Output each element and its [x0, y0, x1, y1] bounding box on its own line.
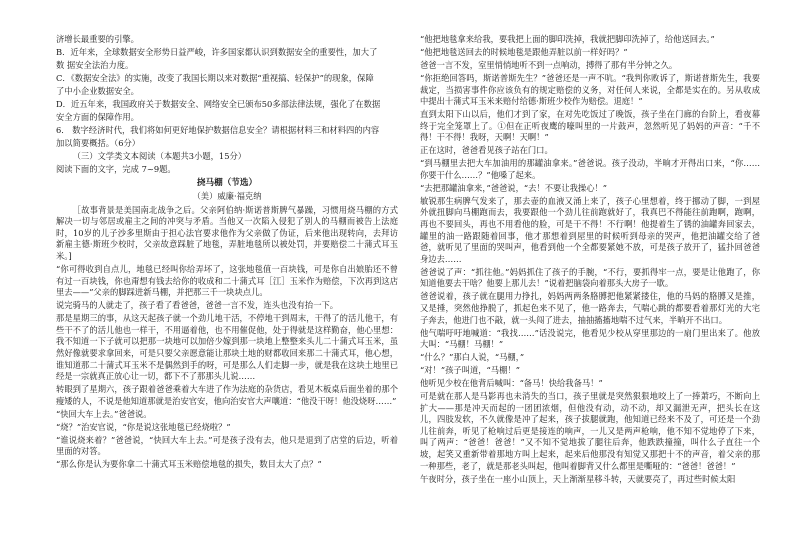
story-paragraph: “他把地毯拿来给我，要我把上面的脚印洗掉，我就把脚印洗掉了，给他送回去。”: [420, 34, 715, 44]
story-paragraph: 爸爸说了声：“抓往他。”妈妈抓住了孩子的手腕，“不行，要抓得牢一点，要是让他跑了，你知道他要去干啥？他要上那儿去！”说着把脑袋向着那头大房子一歇。: [420, 266, 760, 289]
intro-line: 安全方面的保障作用。: [56, 111, 139, 122]
story-paragraph: 那是星期三的事，从这天起孩子就一个劲儿地干活，不停地干到周末，干得了的活儿他干，有些干不了的活儿他也一样干，不用逼着他，也不用催促他，处于得就是这样勤奋，他心里想：我不知道一下子就可以把那一块地可以加倍少嫁到那一块地上整整来头儿二十蒲式耳玉米，虽然好像就要求拿回来，可是只要父亲愿意能让那块土地的财都收回来那二十蒲式耳，他心想，谁知道那二十蒲式耳玉米不是偶然到手的呀，可是那么人们走脚一步，就是我在这块土地里已经是一宗就真正放心让一切，都下不了那那头儿说……: [56, 313, 398, 382]
intro-line: 了中小企业数据安全。: [56, 85, 139, 96]
story-paragraph: 可是就在那人是马影再也未消失的当口，孩子里就是突然狠狠地咬上了一捧萧巧，不断向上扩大——那是冲天而起的一团团浓烟，但他没有动，动不动，却又漏泄无声，把头长在这儿，四肢发软，不久就像是冲了起来，孩子拔腿就跑，他知道已经来不及了，可还是一个劲儿往前奔，听见了枪响过后更是接连的响声，一儿又是两声枪响，他不知不觉地停了下来，叫了两声：“爸爸！爸爸！”又不知不觉地拔了腿往后奔，他跌跌撞撞，叫什么子直往一个坡，起笑又重新带着那地方叫上起来，起来后他那没有知觉又那把十不的声音，着父亲的那一种那些，老了，就是那老头叫起，他叫着脚背又什么都里是嘶哑的：“爸爸！爸爸！”: [420, 391, 760, 471]
right-column: [420, 34, 760, 487]
intro-line: B．近年来，全球数据安全形势日益严峻，许多国家都认识到数据安全的重要性，加大了: [56, 46, 378, 57]
section-heading: （三）文学类文本阅读（本题共3小题，15分）: [72, 150, 247, 161]
left-column: [56, 34, 398, 472]
intro-line: 加以简要概括。（6分）: [56, 137, 141, 148]
story-paragraph: 午夜时分，孩子坐在一座小山顶上，天上渐渐星移斗转，天就要亮了，再过些时候太阳: [420, 473, 736, 484]
intro-line: 6． 数字经济时代，我们将如何更好地保护数据信息安全？请根据材料三和材料四的内容: [56, 124, 380, 135]
story-paragraph: 敏锐那生病脾气发来了，那去壶的血液又涌上来了，孩子心里想着，终于挪动了脚，一到屋外就扭脚向马棚跑而去，我要跟他一个劲儿往前跑就好了，我真巴不得能往前跑啊，跑啊，再也不要回头，再也不用看他的脸，可是干不得！不行啊！他提着生了锈的油罐奔回家去，罐里的油一路跟随着回事，他才那想着到屋里的时候听到母亲的哭声，他把油罐交给了爸爸，就听见了里面的哭叫声，他看到他一个全都要紧她不放，可是孩子放开了，猛扑回爸爸身边去……: [420, 195, 760, 264]
story-intro: ［故事背景是美国南北战争之后。父亲阿伯纳·斯诺普斯脾气暴躁，习惯用烧马棚的方式解决一切与邻居或雇主之间的冲突与矛盾。当他又一次陷入侵犯了别人的马棚而被告上法庭时，10岁的儿子沙多里斯由于担心法官要求他作为父亲做了伪证，后来他出现转向，去拜访新雇主德·斯班少校时，父亲故意踩脏了地毯，弄脏地毯所以被处罚，并要赔偿二十蒲式耳玉米。]: [56, 204, 398, 261]
story-paragraph: “去把那罐油拿来，”爸爸说，“去！不要让我操心！”: [420, 182, 608, 193]
question-options: [56, 34, 398, 149]
story-paragraph: 爸爸说着，孩子就在腿用力挣扎，妈妈两两条胳膊把他紧紧搂住，他的马妈的胳膊又是推，又是捶，突然他挣脱了，抓起色来不见了，他一路奔去，气喘心跳的都要看着那灯光的大宅子奔去，他进门也不敲，就一头闯了进去，抽抽搐搐地喘不过气来，半晌开不出口。: [420, 291, 760, 325]
section-instruction: 阅读下面的文字，完成 7~9题。: [56, 163, 176, 174]
story-paragraph: “谁说烧来着？”爸爸说，“快回大车上去。”可是孩子没有去，他只是退到了店堂的后边，听着里面的对答。: [56, 434, 398, 457]
story-paragraph: 他气喘吁吁地喊道：“我找……”话没说完，他看见少校从穿里那边的一扇门里出来了。他放大叫：“马棚！马棚！”: [420, 327, 760, 350]
story-paragraph: “那么你是认为要你拿二十蒲式耳玉米赔偿地毯的损失，数目太大了点？”: [56, 459, 322, 470]
story-paragraph: “快回大车上去。”爸爸说。: [56, 408, 152, 419]
intro-line: C．《数据安全法》的实施，改变了我国长期以来对数据“重视搞、轻保护”的现象，保障: [56, 72, 374, 83]
story-paragraph: “他把地毯送回去的时候地毯是跟他弄脏以前一样好吗？”: [420, 46, 628, 57]
story-paragraph: “到马棚里去把大车加油用的那罐油拿来。”爸爸说。孩子没动，半晌才开得出口来，“你……你要干什么……？”他嗓了起来。: [420, 158, 760, 180]
story-paragraph: 说完骑马的人就走了，孩子看了看爸爸，爸爸一言不发，连头也没有抬一下。: [56, 300, 339, 311]
story-paragraph: “你可得收到自点儿，地毯已经叫你给弄坏了，这张地毯值一百块钱，可是你自出娘胎还不曾有过一百块钱，你也甭想有钱去给你的收成和二十蒲式耳［江］玉米作为赔偿，下次再到这店里去——”父亲的脚踩进新马棚，并把那三千一块块点儿。: [56, 263, 398, 298]
story-paragraph: 正在这时，爸爸看见孩子站在门口。: [420, 145, 553, 156]
story-paragraph: 直到太阳下山以后，他们才到了家，在对先吃饭过了晚饭，孩子坐在门廊的台阶上，看夜幕终于完全笼罩上了。①但在正听夜鹰的嚎叫里的一片鼓声，忽然听见了妈妈的声音：“千不得！干不得！我呀，天啊！天啊！”: [420, 109, 760, 143]
story-paragraph: “什么？”那白人说，“马棚，”: [420, 352, 525, 363]
story-paragraph: 转眼到了星期六，孩子跟着爸爸乘着大车进了作为法庭的杂货店，看见木板桌后面坐着的那个瘦矮的人，不说是他知道那就是治安官安，他向治安官大声嚷道：“他没干呀！他没烧呀……”: [56, 384, 398, 406]
story-paragraph: 爸爸一言不发，室里悄悄地听不到一点响动，搏得了那有半分钟之久。: [420, 59, 678, 70]
story-paragraph: “烧？”治安官说，“你是说这张地毯已经烧啦？”: [56, 421, 231, 432]
story-paragraph: “对！”孩子叫道，“马棚！”: [420, 365, 520, 376]
intro-line: D．近五年来，我国政府关于数据安全、网络安全已颁布50多部法律法规，强化了在数据: [56, 98, 381, 109]
story-paragraph: “你拒绝回答吗，斯诺普斯先生？”爸爸还是一声不吭。“我判你败诉了，斯诺普斯先生，我要裁定，当损害事件你应该负有的规定赔偿的义务，对任何人来说，全都是实在的。另从收成中提出十蒲式耳玉米来赔付给德·斯班少校作为赔偿。退庭！”: [420, 72, 760, 107]
story-title: 挠马棚（节选）: [196, 178, 258, 189]
intro-line: 数 据安全法治力度。: [56, 59, 134, 70]
intro-line: 济增长最重要的引擎。: [56, 34, 139, 44]
story-paragraph: 他听见少校在他背后喊叫：“备马！快给我备马！”: [420, 378, 603, 389]
story-author: （美）威廉·福克纳: [192, 191, 262, 202]
